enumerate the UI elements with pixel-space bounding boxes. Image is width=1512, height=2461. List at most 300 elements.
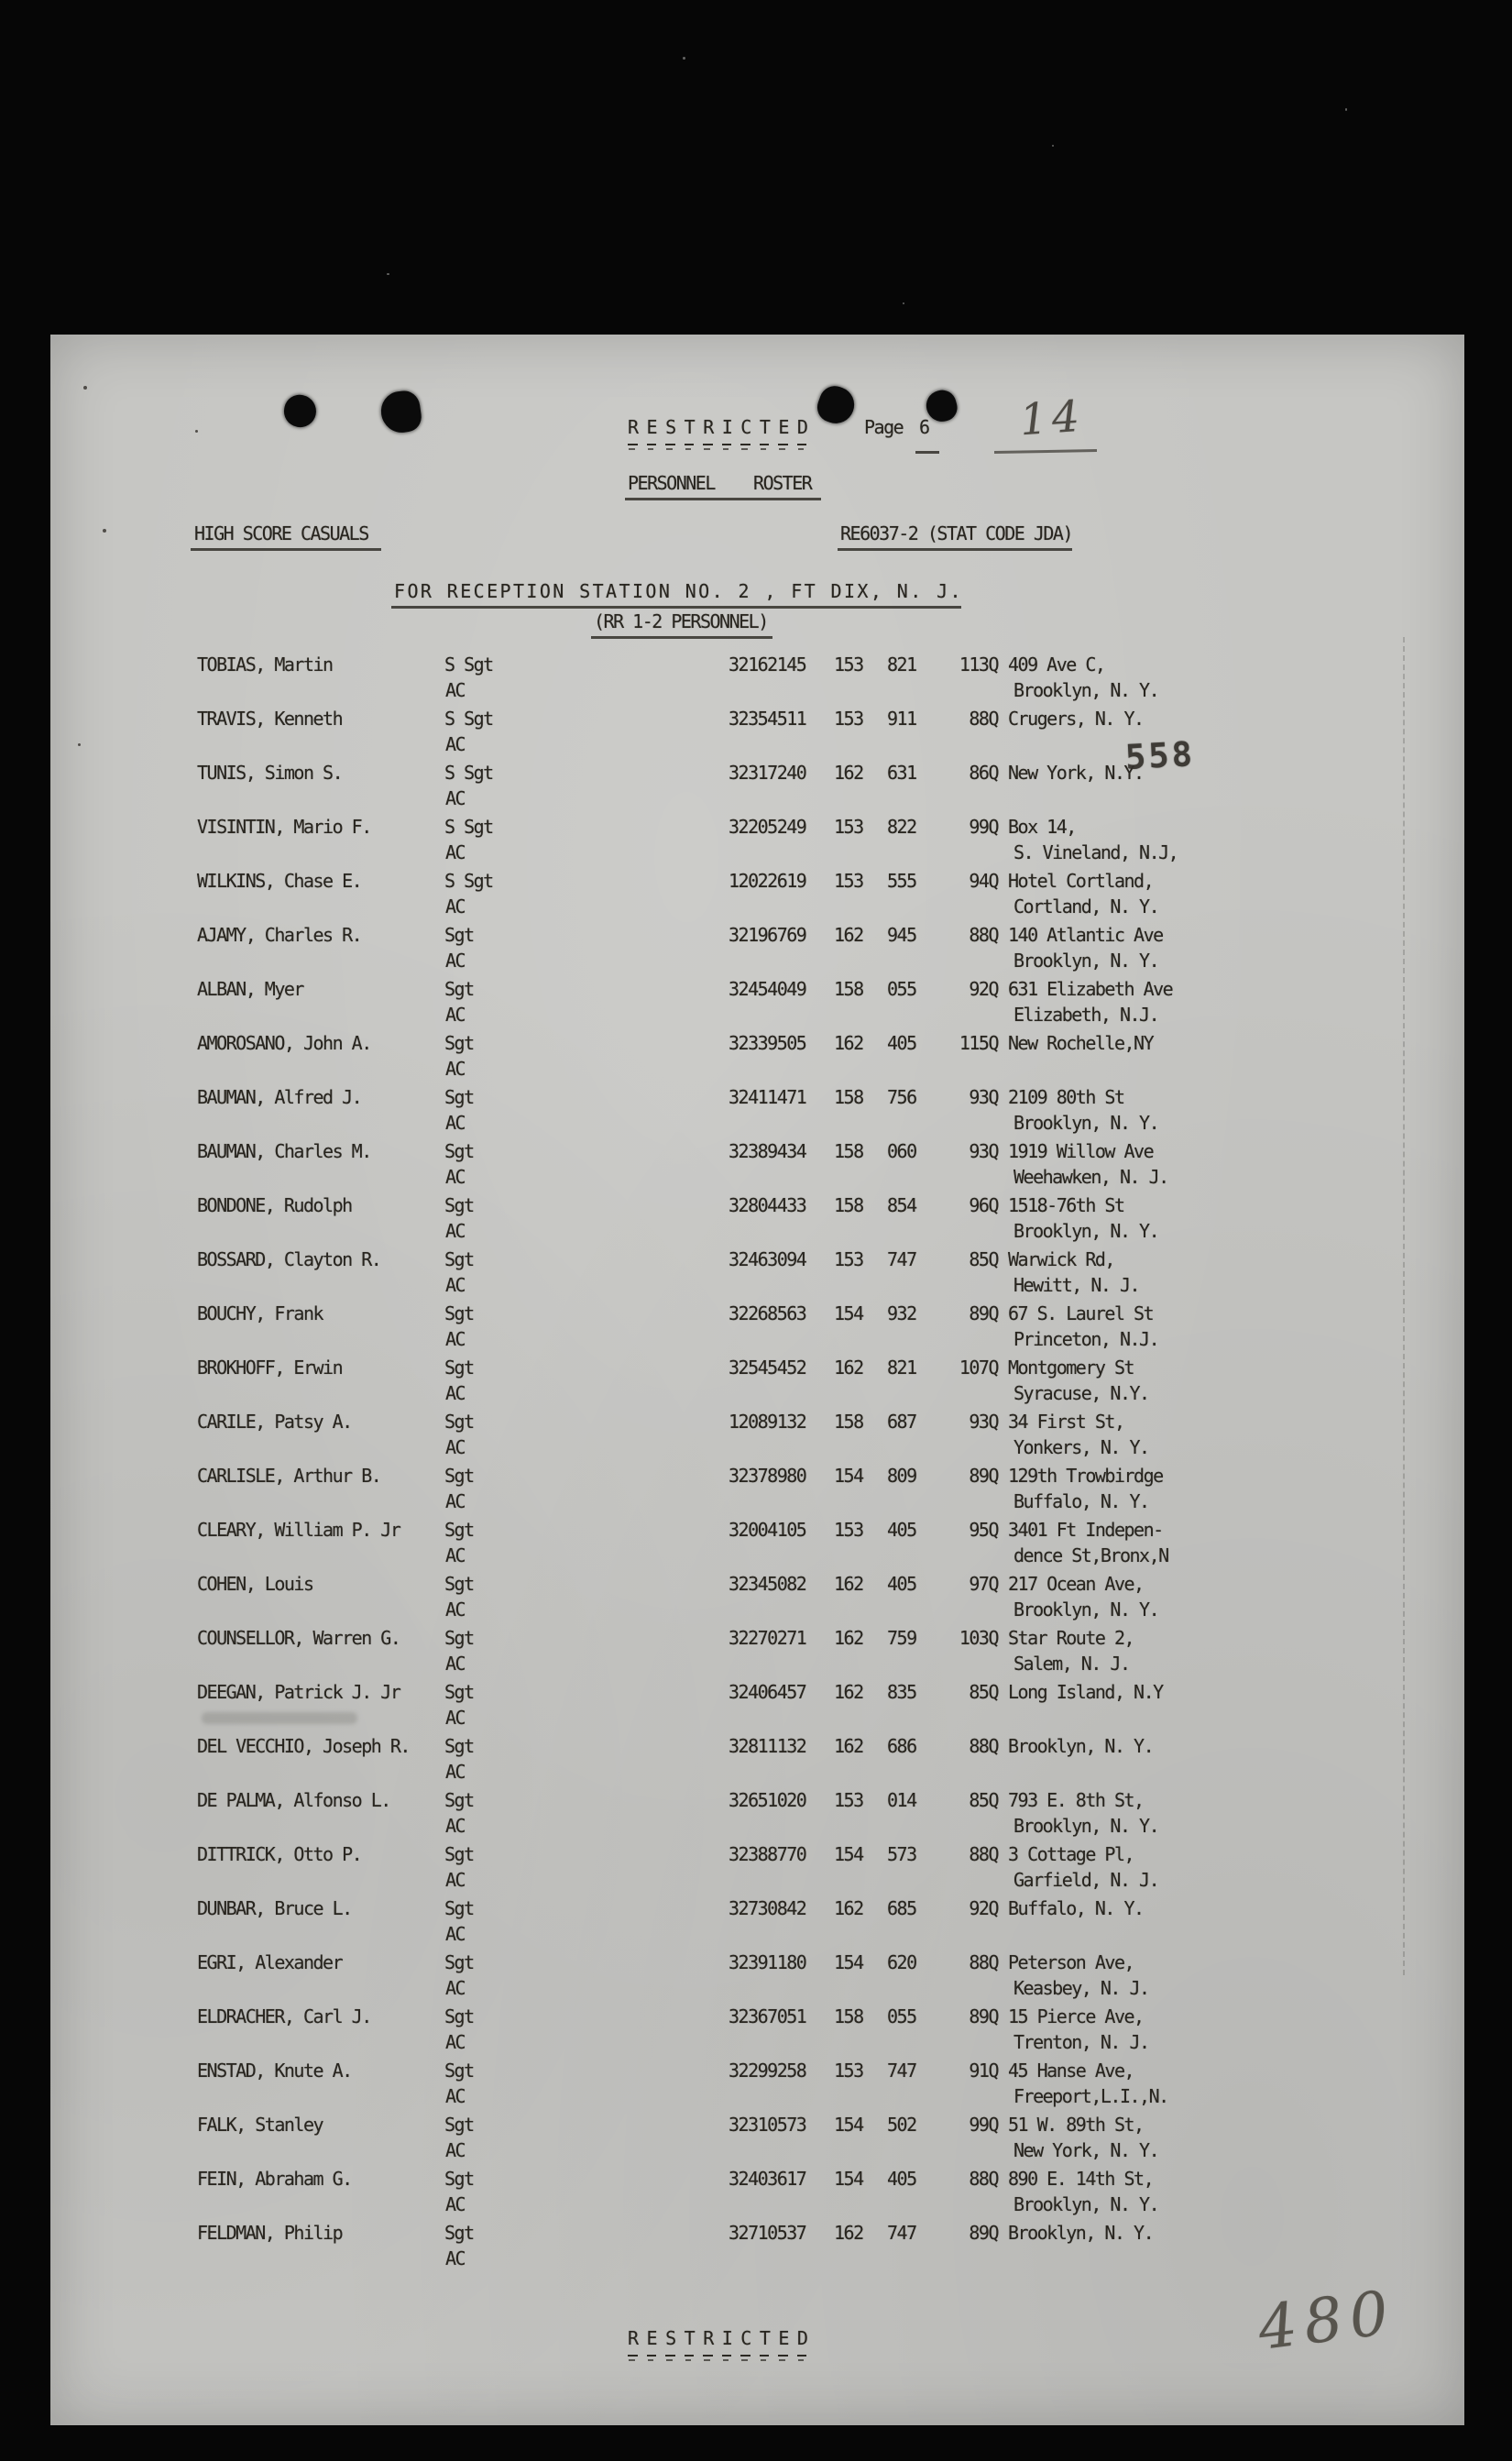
soldier-name: BOUCHY, Frank [197, 1302, 323, 1324]
code-a: 153 [834, 1789, 863, 1811]
address-line-1: 1518-76th St [1008, 1194, 1124, 1216]
soldier-name: AMOROSANO, John A. [197, 1032, 371, 1054]
roster-row [50, 652, 1464, 707]
serial-number: 32270271 [729, 1627, 806, 1649]
roster-row [50, 1787, 1464, 1842]
branch: AC [445, 679, 466, 701]
serial-number: 12089132 [729, 1411, 806, 1433]
section-heading-left: HIGH SCORE CASUALS [194, 522, 368, 544]
address-line-2: Elizabeth, N.J. [1013, 1004, 1159, 1026]
soldier-name: TRAVIS, Kenneth [197, 708, 343, 730]
soldier-name: ELDRACHER, Carl J. [197, 2005, 371, 2027]
code-b: 911 [887, 708, 916, 730]
roster-row [50, 1138, 1464, 1193]
page-crease [1403, 637, 1405, 1975]
rank: S Sgt [444, 708, 493, 730]
code-q: 93Q [969, 1140, 998, 1162]
address-line-1: 217 Ocean Ave, [1008, 1573, 1144, 1595]
address-line-1: 793 E. 8th St, [1008, 1789, 1144, 1811]
handwritten-page-number: 14 [1018, 390, 1086, 446]
branch: AC [445, 1166, 466, 1188]
code-a: 153 [834, 1519, 863, 1541]
address-line-2: Princeton, N.J. [1013, 1328, 1159, 1350]
code-a: 154 [834, 2114, 863, 2136]
rank: Sgt [444, 2168, 474, 2190]
rank: S Sgt [444, 762, 493, 784]
address-line-2: Keasbey, N. J. [1013, 1977, 1149, 1999]
station-subline: (RR 1-2 PERSONNEL) [594, 610, 768, 632]
roster-row [50, 1841, 1464, 1896]
code-b: 747 [887, 2060, 916, 2082]
branch: AC [445, 2247, 466, 2269]
rank: S Sgt [444, 816, 493, 838]
soldier-name: TUNIS, Simon S. [197, 762, 343, 784]
roster-row [50, 1301, 1464, 1356]
soldier-name: BONDONE, Rudolph [197, 1194, 352, 1216]
soldier-name: DITTRICK, Otto P. [197, 1843, 362, 1865]
code-a: 158 [834, 978, 863, 1000]
address-line-2: Brooklyn, N. Y. [1013, 950, 1159, 972]
ink-speck [83, 386, 87, 390]
serial-number: 32317240 [729, 762, 806, 784]
address-line-1: 51 W. 89th St, [1008, 2114, 1144, 2136]
roster-row [50, 1355, 1464, 1410]
code-b: 686 [887, 1735, 916, 1757]
address-line-1: Montgomery St [1008, 1357, 1134, 1379]
code-b: 835 [887, 1681, 916, 1703]
branch: AC [445, 950, 466, 972]
soldier-name: DEL VECCHIO, Joseph R. [197, 1735, 410, 1757]
code-a: 162 [834, 1897, 863, 1919]
classification-banner: R E S T R I C T E D [628, 414, 816, 445]
code-q: 99Q [969, 2114, 998, 2136]
code-a: 153 [834, 816, 863, 838]
address-line-2: Weehawken, N. J. [1013, 1166, 1168, 1188]
address-line-2: Brooklyn, N. Y. [1013, 1220, 1159, 1242]
hole-punch-mark [378, 389, 423, 435]
address-line-1: 3401 Ft Indepen- [1008, 1519, 1163, 1541]
branch: AC [445, 1490, 466, 1512]
roster-row [50, 2004, 1464, 2059]
code-b: 405 [887, 2168, 916, 2190]
soldier-name: AJAMY, Charles R. [197, 924, 362, 946]
dust-speck [903, 302, 904, 304]
branch: AC [445, 1869, 466, 1891]
address-line-1: 2109 80th St [1008, 1086, 1124, 1108]
hole-punch-mark [281, 392, 320, 431]
page-number-underline [915, 451, 939, 454]
branch: AC [445, 1815, 466, 1837]
roster-row [50, 976, 1464, 1031]
code-a: 162 [834, 1735, 863, 1757]
roster-row [50, 1571, 1464, 1626]
code-q: 103Q [959, 1627, 998, 1649]
roster-row [50, 1247, 1464, 1302]
roster-row [50, 2166, 1464, 2221]
code-a: 158 [834, 1140, 863, 1162]
code-b: 945 [887, 924, 916, 946]
dust-speck [1345, 108, 1347, 111]
code-b: 055 [887, 2005, 916, 2027]
serial-number: 32196769 [729, 924, 806, 946]
ink-speck [195, 430, 198, 433]
soldier-name: FELDMAN, Philip [197, 2222, 343, 2244]
code-q: 107Q [959, 1357, 998, 1379]
code-b: 555 [887, 870, 916, 892]
rank: Sgt [444, 1789, 474, 1811]
roster-row [50, 760, 1464, 815]
serial-number: 32339505 [729, 1032, 806, 1054]
soldier-name: EGRI, Alexander [197, 1951, 343, 1973]
code-q: 88Q [969, 2168, 998, 2190]
code-a: 153 [834, 654, 863, 676]
code-a: 153 [834, 870, 863, 892]
code-b: 822 [887, 816, 916, 838]
branch: AC [445, 2193, 466, 2215]
code-q: 92Q [969, 978, 998, 1000]
code-a: 162 [834, 2222, 863, 2244]
branch: AC [445, 1707, 466, 1729]
handwritten-footer-number: 480 [1254, 2277, 1400, 2364]
address-line-2: New York, N. Y. [1013, 2139, 1159, 2161]
roster-row [50, 2112, 1464, 2167]
soldier-name: COUNSELLOR, Warren G. [197, 1627, 400, 1649]
code-q: 89Q [969, 2222, 998, 2244]
soldier-name: FALK, Stanley [197, 2114, 323, 2136]
code-a: 158 [834, 1194, 863, 1216]
roster-row [50, 1463, 1464, 1518]
roster-row [50, 1625, 1464, 1680]
code-b: 405 [887, 1032, 916, 1054]
address-line-2: Brooklyn, N. Y. [1013, 1112, 1159, 1134]
code-b: 685 [887, 1897, 916, 1919]
code-b: 821 [887, 1357, 916, 1379]
address-line-1: Buffalo, N. Y. [1008, 1897, 1144, 1919]
roster-row [50, 2220, 1464, 2275]
serial-number: 32389434 [729, 1140, 806, 1162]
code-q: 113Q [959, 654, 998, 676]
rank: Sgt [444, 1032, 474, 1054]
code-b: 687 [887, 1411, 916, 1433]
address-line-1: 15 Pierce Ave, [1008, 2005, 1144, 2027]
address-line-1: 890 E. 14th St, [1008, 2168, 1154, 2190]
branch: AC [445, 1923, 466, 1945]
code-q: 89Q [969, 1465, 998, 1487]
code-a: 158 [834, 1411, 863, 1433]
code-q: 115Q [959, 1032, 998, 1054]
address-line-2: Brooklyn, N. Y. [1013, 1599, 1159, 1621]
branch: AC [445, 1761, 466, 1783]
code-a: 162 [834, 1357, 863, 1379]
code-q: 97Q [969, 1573, 998, 1595]
address-line-1: Hotel Cortland, [1008, 870, 1154, 892]
address-line-2: Yonkers, N. Y. [1013, 1436, 1149, 1458]
soldier-name: ALBAN, Myer [197, 978, 303, 1000]
soldier-name: CARLISLE, Arthur B. [197, 1465, 381, 1487]
roster-row [50, 1950, 1464, 2005]
code-a: 154 [834, 1843, 863, 1865]
code-q: 88Q [969, 1951, 998, 1973]
roster-row [50, 1733, 1464, 1788]
code-q: 95Q [969, 1519, 998, 1541]
code-q: 85Q [969, 1248, 998, 1270]
code-b: 809 [887, 1465, 916, 1487]
branch: AC [445, 1436, 466, 1458]
code-q: 99Q [969, 816, 998, 838]
roster-row [50, 1409, 1464, 1464]
soldier-name: CLEARY, William P. Jr [197, 1519, 400, 1541]
station-subline-underline [591, 636, 772, 639]
serial-number: 12022619 [729, 870, 806, 892]
rank: Sgt [444, 978, 474, 1000]
handwritten-underline [994, 449, 1097, 454]
erased-smudge [202, 1712, 357, 1724]
code-b: 502 [887, 2114, 916, 2136]
serial-number: 32651020 [729, 1789, 806, 1811]
rank: Sgt [444, 1302, 474, 1324]
code-q: 88Q [969, 1735, 998, 1757]
address-line-2: dence St,Bronx,N [1013, 1544, 1168, 1566]
address-line-1: 1919 Willow Ave [1008, 1140, 1154, 1162]
rank: S Sgt [444, 870, 493, 892]
soldier-name: CARILE, Patsy A. [197, 1411, 352, 1433]
code-b: 405 [887, 1573, 916, 1595]
address-line-1: Crugers, N. Y. [1008, 708, 1144, 730]
code-q: 96Q [969, 1194, 998, 1216]
soldier-name: COHEN, Louis [197, 1573, 313, 1595]
report-code-underline [838, 548, 1072, 551]
address-line-1: 3 Cottage Pl, [1008, 1843, 1134, 1865]
rank: Sgt [444, 1843, 474, 1865]
branch: AC [445, 1004, 466, 1026]
roster-row [50, 1895, 1464, 1950]
soldier-name: BROKHOFF, Erwin [197, 1357, 343, 1379]
address-line-1: Brooklyn, N. Y. [1008, 1735, 1154, 1757]
roster-row [50, 814, 1464, 869]
address-line-1: Star Route 2, [1008, 1627, 1134, 1649]
rank: Sgt [444, 1194, 474, 1216]
soldier-name: BAUMAN, Alfred J. [197, 1086, 362, 1108]
code-q: 88Q [969, 924, 998, 946]
branch: AC [445, 1328, 466, 1350]
address-line-1: 45 Hanse Ave, [1008, 2060, 1134, 2082]
serial-number: 32804433 [729, 1194, 806, 1216]
soldier-name: BAUMAN, Charles M. [197, 1140, 371, 1162]
serial-number: 32299258 [729, 2060, 806, 2082]
serial-number: 32310573 [729, 2114, 806, 2136]
code-a: 162 [834, 1032, 863, 1054]
code-a: 154 [834, 1302, 863, 1324]
rank: Sgt [444, 1411, 474, 1433]
branch: AC [445, 895, 466, 917]
code-b: 759 [887, 1627, 916, 1649]
serial-number: 32367051 [729, 2005, 806, 2027]
address-line-1: 631 Elizabeth Ave [1008, 978, 1173, 1000]
dust-speck [683, 57, 685, 60]
code-a: 162 [834, 924, 863, 946]
code-b: 573 [887, 1843, 916, 1865]
address-line-1: New Rochelle,NY [1008, 1032, 1154, 1054]
code-q: 91Q [969, 2060, 998, 2082]
code-q: 94Q [969, 870, 998, 892]
document-page [50, 335, 1464, 2425]
code-b: 631 [887, 762, 916, 784]
soldier-name: BOSSARD, Clayton R. [197, 1248, 381, 1270]
address-line-1: 129th Trowbirdge [1008, 1465, 1163, 1487]
address-line-1: 67 S. Laurel St [1008, 1302, 1154, 1324]
roster-row [50, 1517, 1464, 1572]
code-a: 153 [834, 2060, 863, 2082]
rank: Sgt [444, 1897, 474, 1919]
code-a: 154 [834, 1465, 863, 1487]
branch: AC [445, 1977, 466, 1999]
report-code: RE6037-2 (STAT CODE JDA) [840, 522, 1072, 544]
rank: Sgt [444, 2222, 474, 2244]
soldier-name: DUNBAR, Bruce L. [197, 1897, 352, 1919]
code-b: 854 [887, 1194, 916, 1216]
dust-speck [1052, 145, 1054, 147]
page-number: 6 [919, 416, 929, 438]
rank: Sgt [444, 1735, 474, 1757]
branch: AC [445, 841, 466, 863]
rank: Sgt [444, 1951, 474, 1973]
code-q: 93Q [969, 1411, 998, 1433]
code-q: 86Q [969, 762, 998, 784]
roster-row [50, 1030, 1464, 1085]
rank: S Sgt [444, 654, 493, 676]
soldier-name: TOBIAS, Martin [197, 654, 333, 676]
soldier-name: WILKINS, Chase E. [197, 870, 362, 892]
dust-speck [387, 273, 389, 275]
code-b: 932 [887, 1302, 916, 1324]
address-line-2: S. Vineland, N.J, [1013, 841, 1178, 863]
roster-row [50, 1679, 1464, 1734]
soldier-name: ENSTAD, Knute A. [197, 2060, 352, 2082]
serial-number: 32354511 [729, 708, 806, 730]
serial-number: 32345082 [729, 1573, 806, 1595]
code-q: 88Q [969, 1843, 998, 1865]
code-a: 153 [834, 1248, 863, 1270]
rank: Sgt [444, 1086, 474, 1108]
code-a: 158 [834, 2005, 863, 2027]
rank: Sgt [444, 2005, 474, 2027]
code-b: 756 [887, 1086, 916, 1108]
serial-number: 32411471 [729, 1086, 806, 1108]
document-title: PERSONNEL ROSTER [628, 472, 812, 494]
soldier-name: VISINTIN, Mario F. [197, 816, 371, 838]
branch: AC [445, 2031, 466, 2053]
address-line-1: 409 Ave C, [1008, 654, 1105, 676]
branch: AC [445, 1653, 466, 1675]
code-a: 153 [834, 708, 863, 730]
serial-number: 32205249 [729, 816, 806, 838]
rank: Sgt [444, 1681, 474, 1703]
branch: AC [445, 2139, 466, 2161]
serial-number: 32391180 [729, 1951, 806, 1973]
serial-number: 32388770 [729, 1843, 806, 1865]
code-a: 158 [834, 1086, 863, 1108]
serial-number: 32162145 [729, 654, 806, 676]
roster-row [50, 1084, 1464, 1139]
code-q: 89Q [969, 2005, 998, 2027]
code-a: 162 [834, 1627, 863, 1649]
code-b: 060 [887, 1140, 916, 1162]
rank: Sgt [444, 1357, 474, 1379]
ink-speck [103, 529, 106, 533]
serial-number: 32378980 [729, 1465, 806, 1487]
serial-number: 32730842 [729, 1897, 806, 1919]
roster-row [50, 706, 1464, 761]
rank: Sgt [444, 2114, 474, 2136]
code-b: 014 [887, 1789, 916, 1811]
soldier-name: DE PALMA, Alfonso L. [197, 1789, 390, 1811]
serial-number: 32454049 [729, 978, 806, 1000]
code-q: 85Q [969, 1681, 998, 1703]
serial-number: 32268563 [729, 1302, 806, 1324]
roster-row [50, 922, 1464, 977]
serial-number: 32004105 [729, 1519, 806, 1541]
branch: AC [445, 1112, 466, 1134]
rank: Sgt [444, 1140, 474, 1162]
address-line-1: 140 Atlantic Ave [1008, 924, 1163, 946]
classification-banner-footer: R E S T R I C T E D [628, 2325, 816, 2357]
roster-row [50, 868, 1464, 923]
serial-number: 32545452 [729, 1357, 806, 1379]
rank: Sgt [444, 2060, 474, 2082]
branch: AC [445, 1382, 466, 1404]
code-q: 85Q [969, 1789, 998, 1811]
address-line-1: Brooklyn, N. Y. [1008, 2222, 1154, 2244]
code-a: 162 [834, 1573, 863, 1595]
code-a: 154 [834, 2168, 863, 2190]
branch: AC [445, 787, 466, 809]
address-line-2: Freeport,L.I.,N. [1013, 2085, 1168, 2107]
address-line-2: Syracuse, N.Y. [1013, 1382, 1149, 1404]
address-line-1: New York, N.Y. [1008, 762, 1144, 784]
branch: AC [445, 1544, 466, 1566]
address-line-2: Brooklyn, N. Y. [1013, 2193, 1159, 2215]
address-line-2: Brooklyn, N. Y. [1013, 679, 1159, 701]
address-line-1: Peterson Ave, [1008, 1951, 1134, 1973]
serial-number: 32710537 [729, 2222, 806, 2244]
address-line-1: Box 14, [1008, 816, 1076, 838]
branch: AC [445, 2085, 466, 2107]
rank: Sgt [444, 1573, 474, 1595]
code-a: 154 [834, 1951, 863, 1973]
stamped-number: 558 [1123, 734, 1196, 777]
rank: Sgt [444, 1519, 474, 1541]
rank: Sgt [444, 1465, 474, 1487]
address-line-1: 34 First St, [1008, 1411, 1124, 1433]
code-b: 620 [887, 1951, 916, 1973]
code-a: 162 [834, 762, 863, 784]
address-line-2: Brooklyn, N. Y. [1013, 1815, 1159, 1837]
section-left-underline [191, 548, 381, 551]
branch: AC [445, 733, 466, 755]
code-b: 405 [887, 1519, 916, 1541]
rank: Sgt [444, 1627, 474, 1649]
code-b: 821 [887, 654, 916, 676]
hole-punch-mark [813, 382, 859, 429]
rank: Sgt [444, 1248, 474, 1270]
roster-row [50, 1192, 1464, 1247]
address-line-2: Buffalo, N. Y. [1013, 1490, 1149, 1512]
branch: AC [445, 1058, 466, 1080]
serial-number: 32811132 [729, 1735, 806, 1757]
address-line-2: Cortland, N. Y. [1013, 895, 1159, 917]
serial-number: 32406457 [729, 1681, 806, 1703]
address-line-2: Salem, N. J. [1013, 1653, 1130, 1675]
